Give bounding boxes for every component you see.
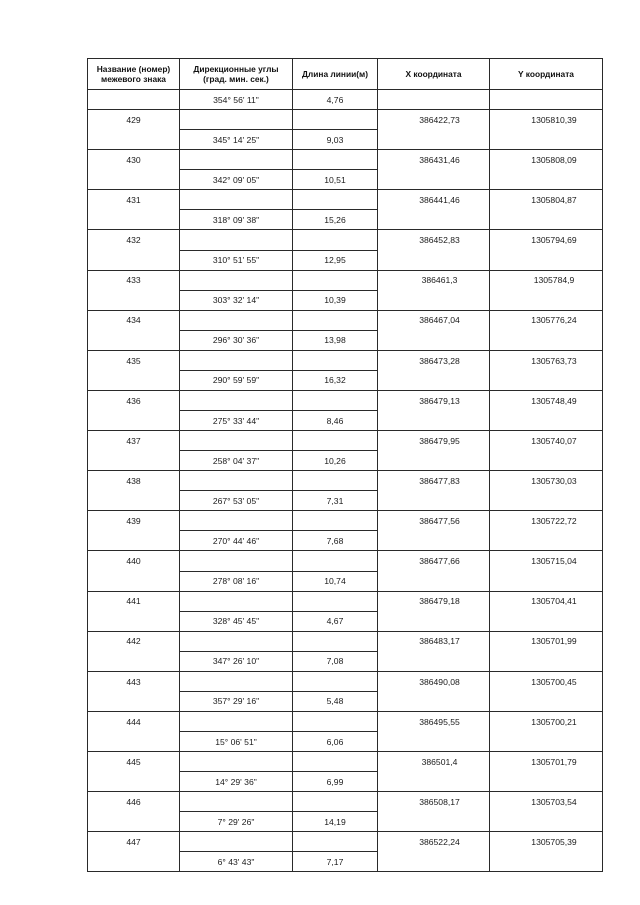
direction-angle-cell [180,792,293,812]
line-length-cell [293,150,378,170]
line-length-cell: 4,67 [293,611,378,631]
header-direction-angle: Дирекционные углы (град. мин. сек.) [180,59,293,90]
x-coordinate-cell: 386479,18 [378,591,490,611]
y-coordinate-cell [490,370,603,390]
y-coordinate-cell [490,812,603,832]
x-coordinate-cell [378,90,490,110]
direction-angle-cell: 278° 08' 16" [180,571,293,591]
table-row-segment [88,130,603,150]
direction-angle-cell [180,551,293,571]
mark-name-cell [88,451,180,471]
x-coordinate-cell [378,571,490,591]
header-line-length: Длина линии(м) [293,59,378,90]
x-coordinate-cell: 386422,73 [378,110,490,130]
table-row-point [88,230,603,250]
mark-name-cell [88,732,180,752]
line-length-cell [293,350,378,370]
x-coordinate-cell [378,812,490,832]
table-row-point [88,711,603,731]
direction-angle-cell: 354° 56' 11" [180,90,293,110]
x-coordinate-cell: 386522,24 [378,832,490,852]
y-coordinate-cell [490,210,603,230]
y-coordinate-cell [490,170,603,190]
direction-angle-cell: 290° 59' 59" [180,370,293,390]
y-coordinate-cell [490,491,603,511]
y-coordinate-cell [490,732,603,752]
x-coordinate-cell [378,130,490,150]
direction-angle-cell [180,711,293,731]
table-row-segment [88,812,603,832]
direction-angle-cell [180,752,293,772]
table-row-point [88,431,603,451]
direction-angle-cell: 342° 09' 05" [180,170,293,190]
y-coordinate-cell: 1305748,49 [490,390,603,410]
x-coordinate-cell [378,852,490,872]
mark-name-cell [88,130,180,150]
mark-name-cell [88,651,180,671]
y-coordinate-cell [490,411,603,431]
line-length-cell: 6,06 [293,732,378,752]
line-length-cell: 15,26 [293,210,378,230]
table-row-segment [88,290,603,310]
x-coordinate-cell [378,491,490,511]
line-length-cell: 14,19 [293,812,378,832]
table-row-point [88,551,603,571]
y-coordinate-cell [490,250,603,270]
x-coordinate-cell: 386477,56 [378,511,490,531]
y-coordinate-cell [490,611,603,631]
y-coordinate-cell: 1305701,99 [490,631,603,651]
direction-angle-cell [180,471,293,491]
y-coordinate-cell [490,651,603,671]
direction-angle-cell [180,832,293,852]
table-row-point [88,310,603,330]
line-length-cell [293,390,378,410]
direction-angle-cell: 357° 29' 16" [180,691,293,711]
direction-angle-cell [180,230,293,250]
direction-angle-cell [180,110,293,130]
y-coordinate-cell: 1305722,72 [490,511,603,531]
line-length-cell [293,110,378,130]
line-length-cell [293,230,378,250]
direction-angle-cell: 6° 43' 43" [180,852,293,872]
mark-name-cell: 446 [88,792,180,812]
mark-name-cell [88,812,180,832]
table-row-point [88,792,603,812]
x-coordinate-cell [378,651,490,671]
direction-angle-cell: 270° 44' 46" [180,531,293,551]
table-row-segment [88,571,603,591]
x-coordinate-cell [378,170,490,190]
direction-angle-cell: 275° 33' 44" [180,411,293,431]
table-row-point [88,390,603,410]
x-coordinate-cell: 386431,46 [378,150,490,170]
y-coordinate-cell: 1305784,9 [490,270,603,290]
line-length-cell: 12,95 [293,250,378,270]
table-row-point [88,471,603,491]
y-coordinate-cell [490,130,603,150]
mark-name-cell [88,571,180,591]
table-row-segment [88,491,603,511]
line-length-cell: 5,48 [293,691,378,711]
y-coordinate-cell [490,330,603,350]
y-coordinate-cell [490,691,603,711]
table-row-segment [88,170,603,190]
direction-angle-cell [180,390,293,410]
table-body [88,90,603,872]
mark-name-cell [88,772,180,792]
table-header-row [88,59,603,90]
line-length-cell [293,270,378,290]
line-length-cell: 6,99 [293,772,378,792]
y-coordinate-cell: 1305808,09 [490,150,603,170]
x-coordinate-cell [378,330,490,350]
table-row-point [88,591,603,611]
direction-angle-cell [180,270,293,290]
mark-name-cell: 441 [88,591,180,611]
line-length-cell [293,551,378,571]
mark-name-cell [88,330,180,350]
mark-name-cell [88,250,180,270]
mark-name-cell [88,531,180,551]
table-row-segment [88,611,603,631]
line-length-cell [293,792,378,812]
line-length-cell [293,671,378,691]
table-row-point [88,671,603,691]
coordinates-table [87,58,603,872]
table-row-segment [88,411,603,431]
table-row-segment [88,451,603,471]
line-length-cell [293,752,378,772]
mark-name-cell [88,411,180,431]
table-row-point [88,110,603,130]
x-coordinate-cell: 386461,3 [378,270,490,290]
table-row-point [88,752,603,772]
line-length-cell [293,471,378,491]
line-length-cell: 7,68 [293,531,378,551]
mark-name-cell: 431 [88,190,180,210]
x-coordinate-cell [378,210,490,230]
mark-name-cell [88,611,180,631]
y-coordinate-cell: 1305701,79 [490,752,603,772]
direction-angle-cell: 296° 30' 36" [180,330,293,350]
x-coordinate-cell [378,531,490,551]
line-length-cell [293,190,378,210]
direction-angle-cell [180,591,293,611]
mark-name-cell [88,290,180,310]
direction-angle-cell [180,190,293,210]
line-length-cell: 13,98 [293,330,378,350]
line-length-cell: 4,76 [293,90,378,110]
table-row-point [88,190,603,210]
direction-angle-cell [180,671,293,691]
table-row-point [88,832,603,852]
direction-angle-cell: 345° 14' 25" [180,130,293,150]
y-coordinate-cell [490,451,603,471]
direction-angle-cell [180,310,293,330]
direction-angle-cell: 7° 29' 26" [180,812,293,832]
direction-angle-cell: 347° 26' 10" [180,651,293,671]
y-coordinate-cell: 1305715,04 [490,551,603,571]
x-coordinate-cell [378,732,490,752]
mark-name-cell [88,491,180,511]
y-coordinate-cell: 1305763,73 [490,350,603,370]
mark-name-cell: 438 [88,471,180,491]
mark-name-cell: 436 [88,390,180,410]
y-coordinate-cell: 1305794,69 [490,230,603,250]
x-coordinate-cell [378,411,490,431]
mark-name-cell: 434 [88,310,180,330]
mark-name-cell: 435 [88,350,180,370]
direction-angle-cell: 328° 45' 45" [180,611,293,631]
x-coordinate-cell: 386483,17 [378,631,490,651]
x-coordinate-cell [378,691,490,711]
table-row-segment [88,852,603,872]
direction-angle-cell [180,511,293,531]
table-row-segment [88,90,603,110]
direction-angle-cell: 258° 04' 37" [180,451,293,471]
y-coordinate-cell [490,90,603,110]
line-length-cell: 10,26 [293,451,378,471]
x-coordinate-cell: 386490,08 [378,671,490,691]
y-coordinate-cell [490,852,603,872]
direction-angle-cell: 15° 06' 51" [180,732,293,752]
table-row-segment [88,370,603,390]
y-coordinate-cell: 1305730,03 [490,471,603,491]
mark-name-cell: 440 [88,551,180,571]
direction-angle-cell [180,431,293,451]
y-coordinate-cell [490,772,603,792]
table-row-segment [88,250,603,270]
x-coordinate-cell [378,611,490,631]
header-x-coordinate: X координата [378,59,490,90]
mark-name-cell: 430 [88,150,180,170]
line-length-cell [293,431,378,451]
y-coordinate-cell: 1305700,21 [490,711,603,731]
mark-name-cell: 443 [88,671,180,691]
y-coordinate-cell: 1305705,39 [490,832,603,852]
x-coordinate-cell: 386495,55 [378,711,490,731]
y-coordinate-cell: 1305704,41 [490,591,603,611]
x-coordinate-cell: 386473,28 [378,350,490,370]
x-coordinate-cell: 386501,4 [378,752,490,772]
x-coordinate-cell [378,290,490,310]
x-coordinate-cell [378,370,490,390]
mark-name-cell: 444 [88,711,180,731]
x-coordinate-cell: 386479,13 [378,390,490,410]
mark-name-cell: 445 [88,752,180,772]
mark-name-cell: 442 [88,631,180,651]
mark-name-cell: 432 [88,230,180,250]
line-length-cell [293,711,378,731]
x-coordinate-cell: 386477,83 [378,471,490,491]
y-coordinate-cell: 1305804,87 [490,190,603,210]
table-row-segment [88,330,603,350]
mark-name-cell [88,90,180,110]
mark-name-cell: 433 [88,270,180,290]
y-coordinate-cell: 1305776,24 [490,310,603,330]
line-length-cell: 7,08 [293,651,378,671]
x-coordinate-cell [378,772,490,792]
x-coordinate-cell: 386508,17 [378,792,490,812]
x-coordinate-cell [378,451,490,471]
direction-angle-cell [180,150,293,170]
line-length-cell [293,832,378,852]
line-length-cell: 9,03 [293,130,378,150]
y-coordinate-cell: 1305740,07 [490,431,603,451]
table-row-segment [88,772,603,792]
table-row-segment [88,531,603,551]
x-coordinate-cell: 386441,46 [378,190,490,210]
line-length-cell: 10,39 [293,290,378,310]
direction-angle-cell [180,631,293,651]
table-row-segment [88,651,603,671]
line-length-cell [293,631,378,651]
table-row-segment [88,732,603,752]
table-row-point [88,350,603,370]
mark-name-cell: 447 [88,832,180,852]
x-coordinate-cell: 386477,66 [378,551,490,571]
line-length-cell: 10,51 [293,170,378,190]
line-length-cell [293,591,378,611]
direction-angle-cell: 318° 09' 38" [180,210,293,230]
x-coordinate-cell: 386479,95 [378,431,490,451]
x-coordinate-cell [378,250,490,270]
y-coordinate-cell [490,290,603,310]
table-row-point [88,150,603,170]
y-coordinate-cell: 1305703,54 [490,792,603,812]
line-length-cell [293,310,378,330]
direction-angle-cell: 14° 29' 36" [180,772,293,792]
mark-name-cell: 439 [88,511,180,531]
direction-angle-cell [180,350,293,370]
x-coordinate-cell: 386467,04 [378,310,490,330]
table-row-point [88,270,603,290]
table-row-point [88,511,603,531]
header-mark-name: Название (номер) межевого знака [88,59,180,90]
mark-name-cell [88,210,180,230]
table-row-segment [88,691,603,711]
mark-name-cell [88,691,180,711]
mark-name-cell [88,370,180,390]
x-coordinate-cell: 386452,83 [378,230,490,250]
line-length-cell: 8,46 [293,411,378,431]
y-coordinate-cell [490,571,603,591]
mark-name-cell: 437 [88,431,180,451]
mark-name-cell [88,852,180,872]
direction-angle-cell: 310° 51' 55" [180,250,293,270]
table-row-point [88,631,603,651]
line-length-cell: 16,32 [293,370,378,390]
line-length-cell [293,511,378,531]
y-coordinate-cell: 1305810,39 [490,110,603,130]
direction-angle-cell: 303° 32' 14" [180,290,293,310]
line-length-cell: 10,74 [293,571,378,591]
direction-angle-cell: 267° 53' 05" [180,491,293,511]
table-row-segment [88,210,603,230]
line-length-cell: 7,17 [293,852,378,872]
line-length-cell: 7,31 [293,491,378,511]
header-y-coordinate: Y координата [490,59,603,90]
mark-name-cell [88,170,180,190]
mark-name-cell: 429 [88,110,180,130]
y-coordinate-cell [490,531,603,551]
y-coordinate-cell: 1305700,45 [490,671,603,691]
